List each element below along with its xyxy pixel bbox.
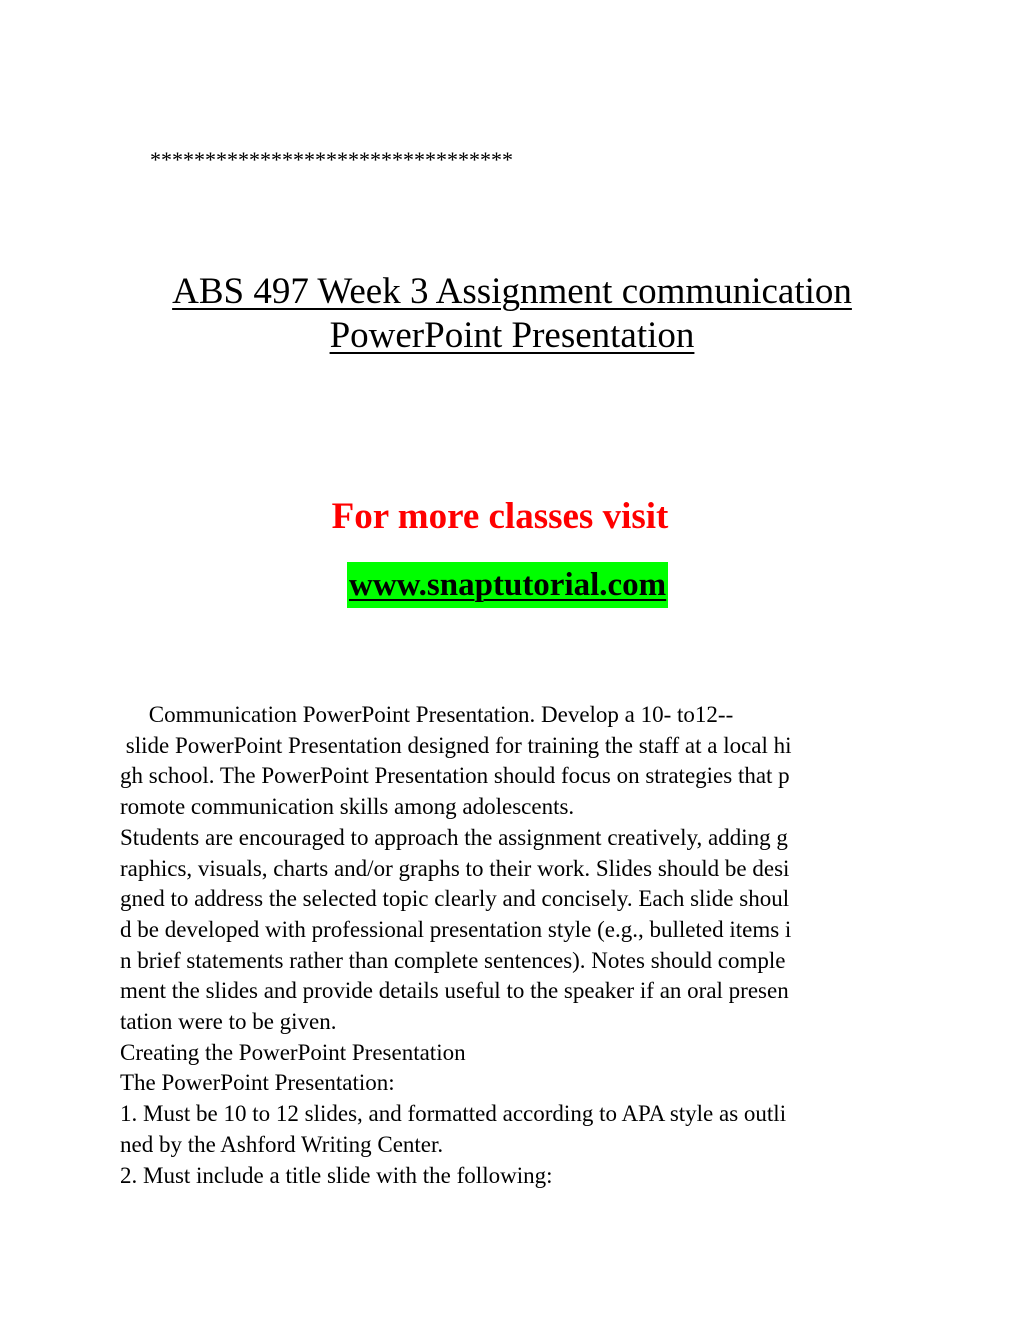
body-line: 2. Must include a title slide with the following: (120, 1162, 553, 1188)
asterisk-divider: ********************************* (150, 147, 513, 172)
body-line: d be developed with professional presentation style (e.g., bulleted items i (120, 916, 792, 942)
body-line: tation were to be given. (120, 1009, 337, 1035)
visit-heading: For more classes visit (331, 496, 669, 537)
document-title (0, 270, 1024, 358)
body-line: Creating the PowerPoint Presentation (120, 1039, 466, 1065)
body-line: The PowerPoint Presentation: (120, 1070, 395, 1096)
body-line: gned to address the selected topic clearly and concisely. Each slide shoul (120, 886, 790, 912)
body-line: Students are encouraged to approach the assignment creatively, adding g (120, 824, 788, 850)
assignment-description (120, 700, 910, 1191)
url-container (347, 562, 668, 608)
snaptutorial-link[interactable]: www.snaptutorial.com (347, 562, 668, 608)
body-line: romote communication skills among adolescents. (120, 794, 575, 820)
body-line: Communication PowerPoint Presentation. Develop a 10- to12-- (120, 702, 734, 727)
body-line: ned by the Ashford Writing Center. (120, 1131, 444, 1157)
body-line: raphics, visuals, charts and/or graphs to their work. Slides should be desi (120, 855, 790, 881)
title-line-1: ABS 497 Week 3 Assignment communication (172, 271, 852, 312)
title-line-2: PowerPoint Presentation (329, 315, 695, 356)
body-line: slide PowerPoint Presentation designed for training the staff at a local hi (120, 732, 792, 758)
body-line: 1. Must be 10 to 12 slides, and formatted according to APA style as outli (120, 1101, 787, 1127)
body-line: gh school. The PowerPoint Presentation should focus on strategies that p (120, 763, 790, 789)
body-line: ment the slides and provide details useful to the speaker if an oral presen (120, 978, 789, 1004)
body-line: n brief statements rather than complete sentences). Notes should comple (120, 947, 786, 973)
